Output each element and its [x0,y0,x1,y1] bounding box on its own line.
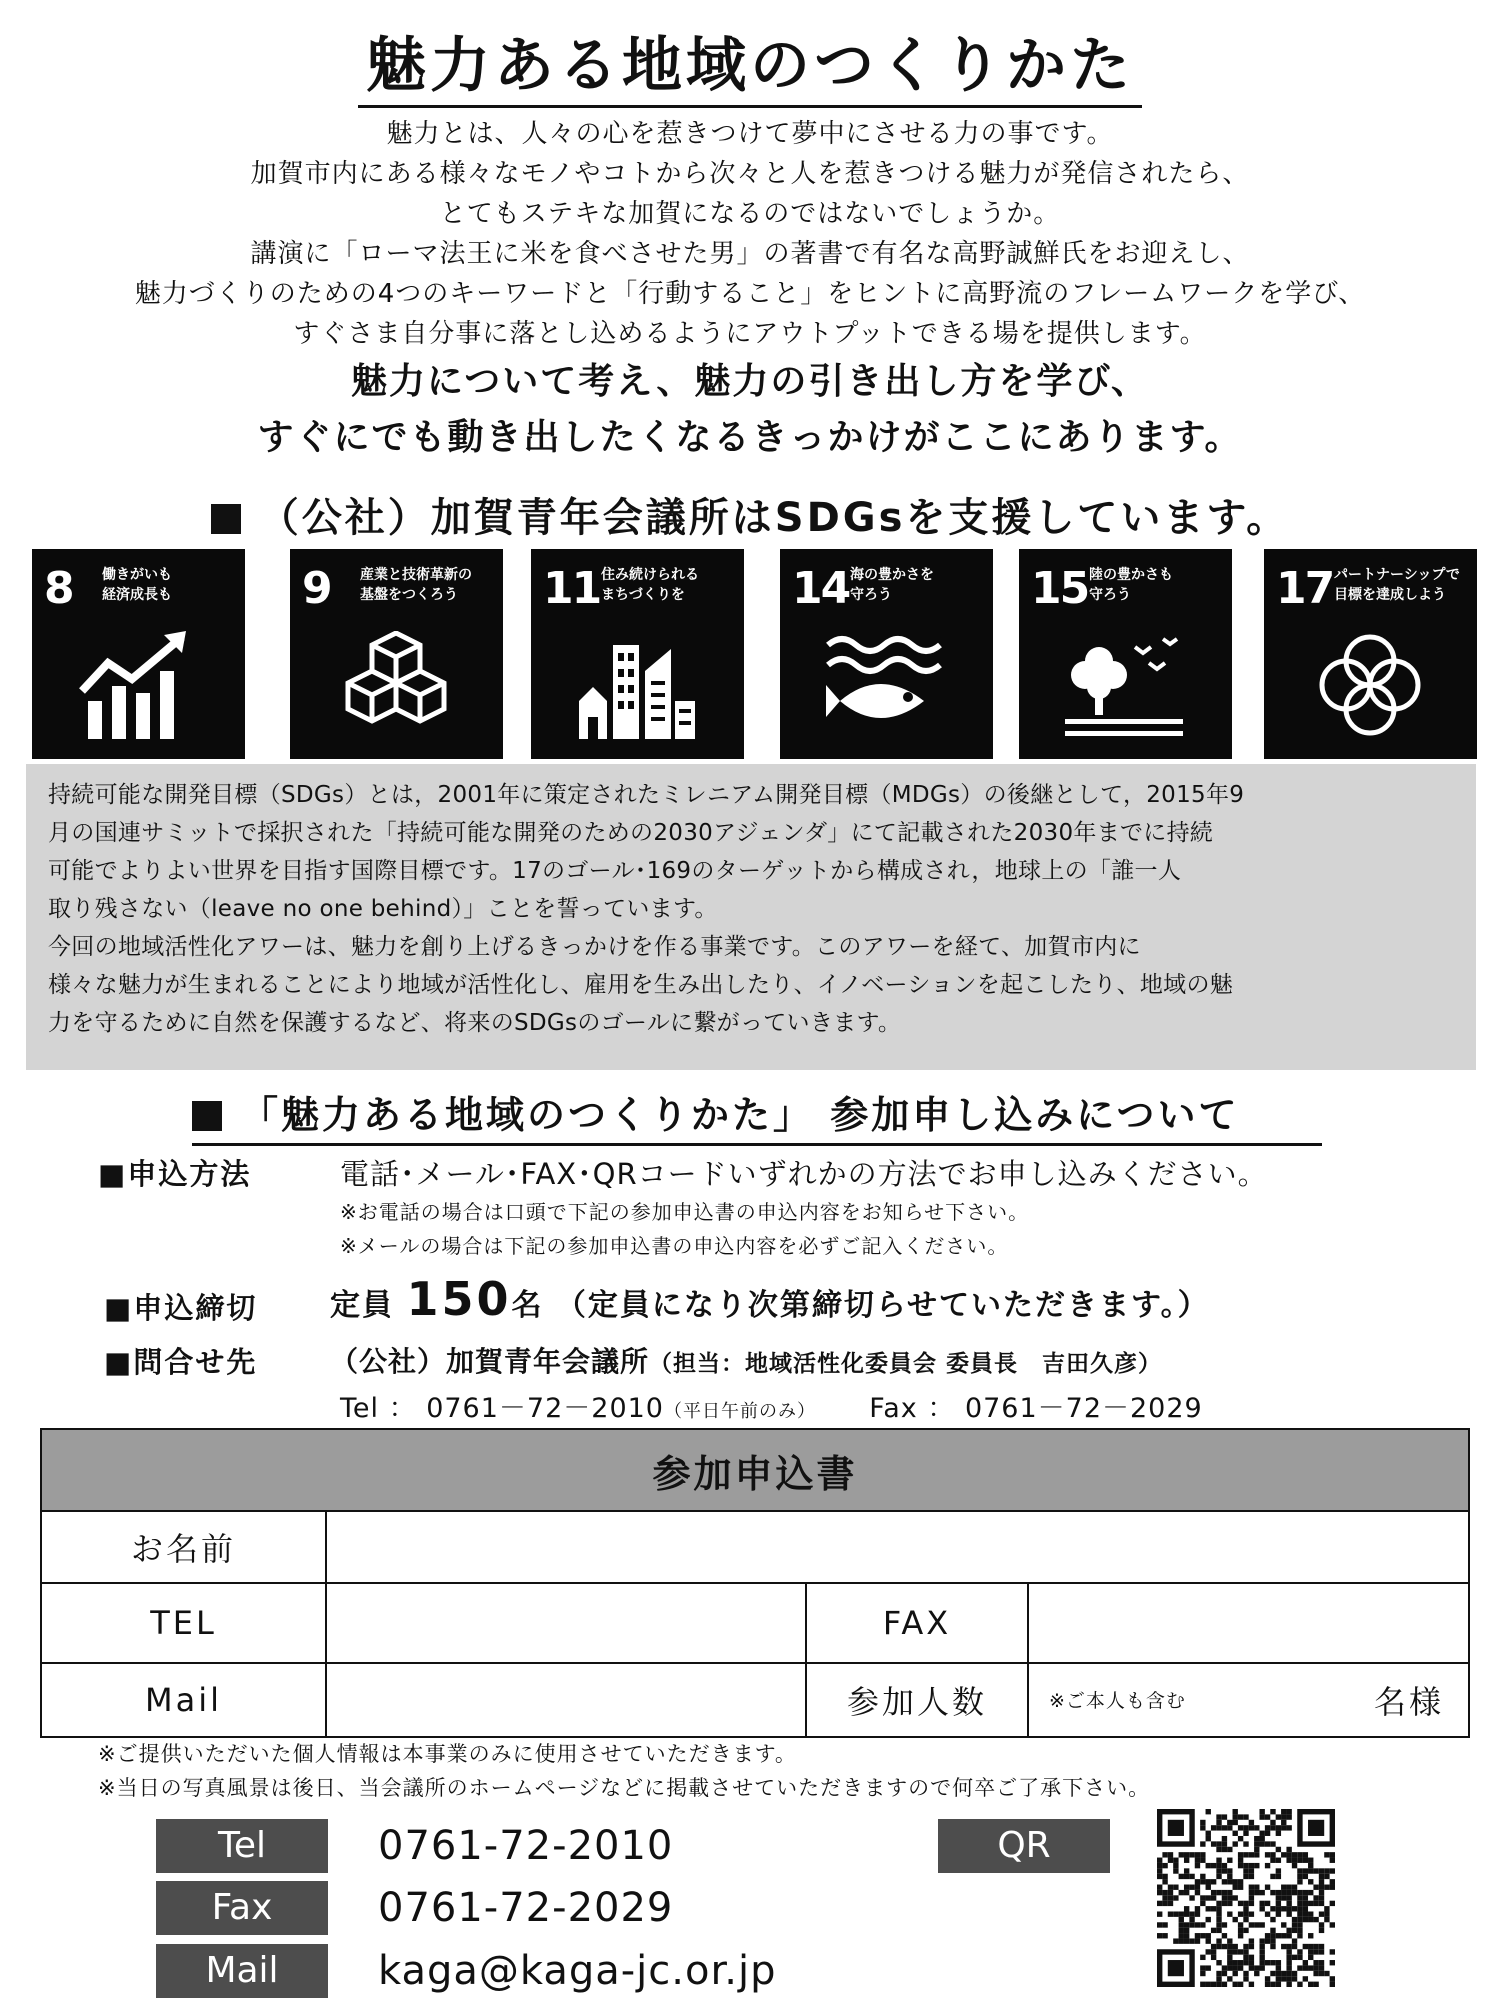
contact-org: （公社）加賀青年会議所（担当：地域活性化委員会 委員長 吉田久彦） [330,1345,1163,1378]
square-bullet-icon [211,504,241,534]
mail-field[interactable] [326,1663,806,1737]
growth-chart-icon [78,631,198,741]
intro-line: とてもステキな加賀になるのではないでしょうか。 [439,199,1061,229]
lead-line: すぐにでも動き出したくなるきっかけがここにあります。 [257,417,1243,458]
intro-line: すぐさま自分事に落とし込めるようにアウトプットできる場を提供します。 [293,319,1207,349]
page-title: 魅力ある地域のつくりかた [0,18,1500,104]
method-note: ※お電話の場合は口頭で下記の参加申込書の申込内容をお知らせ下さい。 [340,1200,1030,1224]
deadline-text: 定員 150名 （定員になり次第締切らせていただきます。） [330,1272,1210,1326]
method-label: ■申込方法 [98,1157,252,1191]
sdgs-heading: （公社）加賀青年会議所はSDGsを支援しています。 [0,486,1500,543]
square-bullet-icon [192,1101,222,1131]
fax-label: FAX [806,1583,1028,1663]
lead-line: 魅力について考え、魅力の引き出し方を学び、 [350,361,1149,402]
fax-value[interactable]: 0761-72-2029 [378,1885,674,1931]
sdg-tile-11: 11 住み続けられる まちづくりを [531,549,744,759]
mail-value[interactable]: kaga@kaga-jc.or.jp [378,1948,777,1994]
tel-label: TEL [41,1583,326,1663]
deadline-label: ■申込締切 [104,1291,258,1325]
qr-code-icon[interactable] [1157,1809,1335,1987]
sdg-tile-14: 14 海の豊かさを 守ろう [780,549,993,759]
count-field[interactable] [1028,1663,1469,1737]
intro-line: 魅力とは、人々の心を惹きつけて夢中にさせる力の事です。 [386,119,1114,149]
lead-text [0,354,1500,466]
sdgs-description [26,764,1476,1070]
description-line: 様々な魅力が生まれることにより地域が活性化し、雇用を生み出したり、イノベーションを起こしたり、地域の魅 [48,972,1234,998]
fish-waves-icon [826,631,946,741]
description-line: 力を守るために自然を保護するなど、将来のSDGsのゴールに繋がっていきます。 [48,1010,902,1036]
contact-label: ■問合せ先 [104,1345,258,1379]
intro-line: 講演に「ローマ法王に米を食べさせた男」の著書で有名な高野誠鮮氏をお迎えし、 [250,239,1250,269]
contact-phone-fax: Tel ： 0761－72－2010（平日午前のみ） Fax ： 0761－72－2029 [340,1393,1203,1424]
sdg-tile-9: 9 産業と技術革新の 基盤をつくろう [290,549,503,759]
count-note: ※ご本人も含む [1049,1690,1186,1712]
mail-label: Mail [41,1663,326,1737]
count-label: 参加人数 [806,1663,1028,1737]
method-text: 電話･メール･FAX･QRコードいずれかの方法でお申し込みください。 [340,1157,1268,1191]
fax-tag: Fax [156,1881,328,1935]
description-line: 今回の地域活性化アワーは、魅力を創り上げるきっかけを作る事業です。このアワーを経て、加賀市内に [48,934,1141,960]
count-unit: 名様 [1373,1683,1444,1721]
intro-text [0,114,1500,354]
city-buildings-icon [577,631,697,741]
tel-field[interactable] [326,1583,806,1663]
method-note: ※メールの場合は下記の参加申込書の申込内容を必ずご記入ください。 [340,1234,1009,1258]
application-form [40,1428,1470,1738]
description-line: 持続可能な開発目標（SDGs）とは，2001年に策定されたミレニアム開発目標（MDGs）の後継として，2015年9 [48,782,1245,808]
tree-birds-icon [1065,631,1185,741]
privacy-note: ※ご提供いただいた個人情報は本事業のみに使用させていただきます。 [98,1742,797,1766]
name-field[interactable] [326,1511,1469,1583]
description-line: 可能でよりよい世界を目指す国際目標です。17のゴール･169のターゲットから構成され，地球上の「誰一人 [48,858,1182,884]
description-line: 取り残さない（leave no one behind）」ことを誓っています。 [48,896,718,922]
form-title: 参加申込書 [41,1429,1469,1511]
capacity-number: 150 [406,1272,512,1326]
intro-line: 魅力づくりのための4つのキーワードと「行動すること」をヒントに高野流のフレームワークを学び、 [134,279,1366,309]
sdg-tile-17: 17 パートナーシップで 目標を達成しよう [1264,549,1477,759]
photo-note: ※当日の写真風景は後日、当会議所のホームページなどに掲載させていただきますので何卒ご了承下さい。 [98,1776,1151,1800]
qr-tag: QR [938,1819,1110,1873]
sdg-tile-8: 8 働きがいも 経済成長も [32,549,245,759]
application-heading: 「魅力ある地域のつくりかた」 参加申し込みについて [192,1084,1322,1146]
mail-tag: Mail [156,1944,328,1998]
partnership-rings-icon [1310,631,1430,741]
fax-field[interactable] [1028,1583,1469,1663]
description-line: 月の国連サミットで採択された「持続可能な開発のための2030アジェンダ」にて記載された2030年までに持続 [48,820,1214,846]
cubes-icon [336,631,456,741]
tel-value[interactable]: 0761-72-2010 [378,1823,674,1869]
sdg-tile-15: 15 陸の豊かさも 守ろう [1019,549,1232,759]
tel-tag: Tel [156,1819,328,1873]
name-label: お名前 [41,1511,326,1583]
intro-line: 加賀市内にある様々なモノやコトから次々と人を惹きつける魅力が発信されたら、 [250,159,1250,189]
